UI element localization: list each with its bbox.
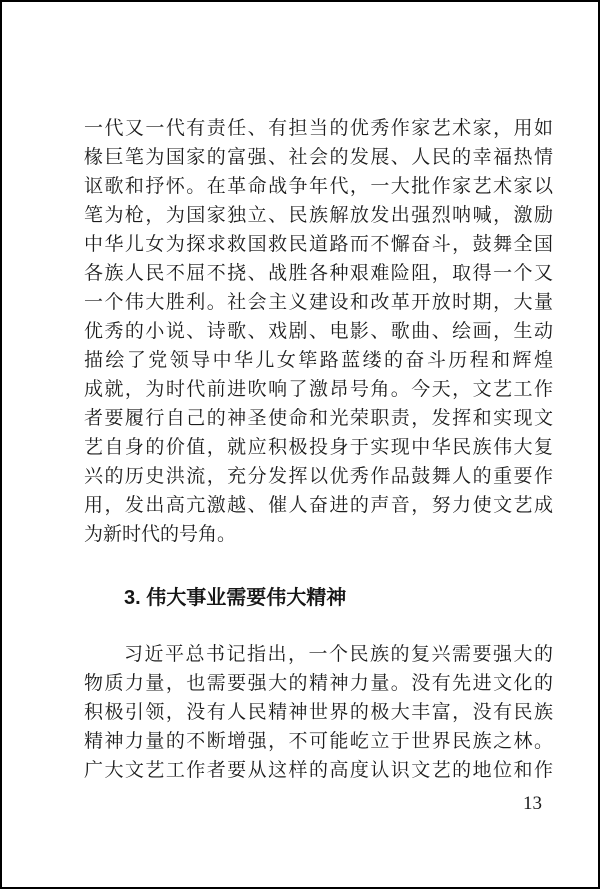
text-line: 积极引领，没有人民精神世界的极大丰富，没有民族 xyxy=(84,702,553,723)
text-line: 讴歌和抒怀。在革命战争年代，一大批作家艺术家以 xyxy=(84,176,553,197)
text-line: 用，发出高亢激越、催人奋进的声音，努力使文艺成 xyxy=(84,495,553,516)
paragraph-2 xyxy=(84,640,553,785)
page-number: 13 xyxy=(523,793,542,814)
section-heading: 3. 伟大事业需要伟大精神 xyxy=(124,587,347,609)
text-line: 物质力量，也需要强大的精神力量。没有先进文化的 xyxy=(84,673,553,694)
text-line: 中华儿女为探求救国救民道路而不懈奋斗，鼓舞全国 xyxy=(84,234,553,255)
text-line: 各族人民不屈不挠、战胜各种艰难险阻，取得一个又 xyxy=(84,263,553,284)
text-line: 为新时代的号角。 xyxy=(84,524,237,545)
text-block xyxy=(84,114,553,785)
text-line: 描绘了党领导中华儿女筚路蓝缕的奋斗历程和辉煌 xyxy=(84,350,553,371)
text-line: 成就，为时代前进吹响了激昂号角。今天，文艺工作 xyxy=(84,379,553,400)
text-line: 兴的历史洪流，充分发挥以优秀作品鼓舞人的重要作 xyxy=(84,466,553,487)
text-line: 广大文艺工作者要从这样的高度认识文艺的地位和作 xyxy=(84,760,553,781)
text-line: 笔为枪，为国家独立、民族解放发出强烈呐喊，激励 xyxy=(84,205,553,226)
text-line: 一个伟大胜利。社会主义建设和改革开放时期，大量 xyxy=(84,292,553,313)
paragraph-1 xyxy=(84,114,553,549)
text-line: 椽巨笔为国家的富强、社会的发展、人民的幸福热情 xyxy=(84,147,553,168)
text-line: 一代又一代有责任、有担当的优秀作家艺术家，用如 xyxy=(84,118,553,139)
text-line: 优秀的小说、诗歌、戏剧、电影、歌曲、绘画，生动 xyxy=(84,321,553,342)
text-line: 精神力量的不断增强，不可能屹立于世界民族之林。 xyxy=(84,731,553,752)
text-line: 艺自身的价值，就应积极投身于实现中华民族伟大复 xyxy=(84,437,553,458)
text-line: 习近平总书记指出，一个民族的复兴需要强大的 xyxy=(124,644,553,665)
text-line: 者要履行自己的神圣使命和光荣职责，发挥和实现文 xyxy=(84,408,553,429)
